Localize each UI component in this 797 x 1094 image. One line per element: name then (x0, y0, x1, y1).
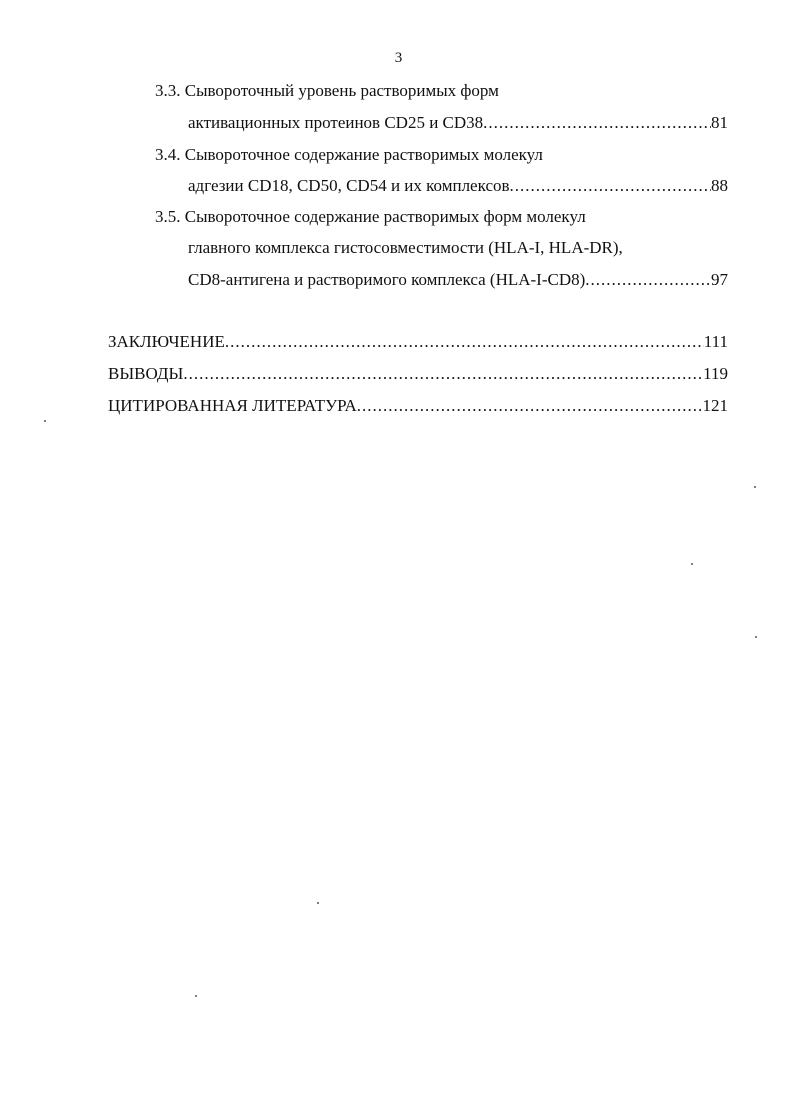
toc-entry-page: 111 (703, 332, 728, 351)
toc-entry-page: 119 (703, 364, 728, 383)
toc-entry-text: ВЫВОДЫ (108, 364, 184, 383)
toc-section-3-5-title: 3.5. Сывороточное содержание растворимых форм молекул (155, 207, 586, 226)
scan-speck (755, 636, 757, 638)
toc-entry-text: CD8-антигена и растворимого комплекса (HLA-I-CD8) (188, 270, 586, 289)
toc-section-3-5-line-2: главного комплекса гистосовместимости (HLA-I, HLA-DR), (188, 238, 623, 257)
toc-entry-page: 121 (702, 396, 728, 415)
dot-leader (357, 395, 703, 417)
scan-speck (44, 420, 46, 422)
scan-speck (691, 563, 693, 565)
toc-entry-page: 88 (711, 176, 728, 195)
toc-section-3-4-title: 3.4. Сывороточное содержание растворимых молекул (155, 145, 543, 164)
toc-entry-text: ЦИТИРОВАННАЯ ЛИТЕРАТУРА (108, 396, 357, 415)
dot-leader (183, 363, 703, 385)
toc-entry-3-3 (188, 112, 728, 134)
page-number: 3 (394, 50, 403, 66)
toc-entry-3-5 (188, 269, 728, 291)
toc-entry-text: ЗАКЛЮЧЕНИЕ (108, 332, 225, 351)
toc-chapter-conclusion (108, 331, 728, 353)
dot-leader (483, 112, 711, 134)
toc-chapter-findings (108, 363, 728, 385)
scan-speck (195, 995, 197, 997)
dot-leader (225, 331, 704, 353)
toc-entry-page: 97 (711, 270, 728, 289)
toc-entry-text: активационных протеинов CD25 и CD38 (188, 113, 484, 132)
scan-speck (317, 902, 319, 904)
toc-entry-3-4 (188, 175, 728, 197)
toc-chapter-references (108, 395, 728, 417)
dot-leader (510, 175, 711, 197)
scan-speck (754, 486, 756, 488)
dot-leader (585, 269, 711, 291)
toc-entry-page: 81 (711, 113, 728, 132)
toc-entry-text: адгезии CD18, CD50, CD54 и их комплексов (188, 176, 510, 195)
toc-section-3-3-title: 3.3. Сывороточный уровень растворимых форм (155, 81, 499, 100)
